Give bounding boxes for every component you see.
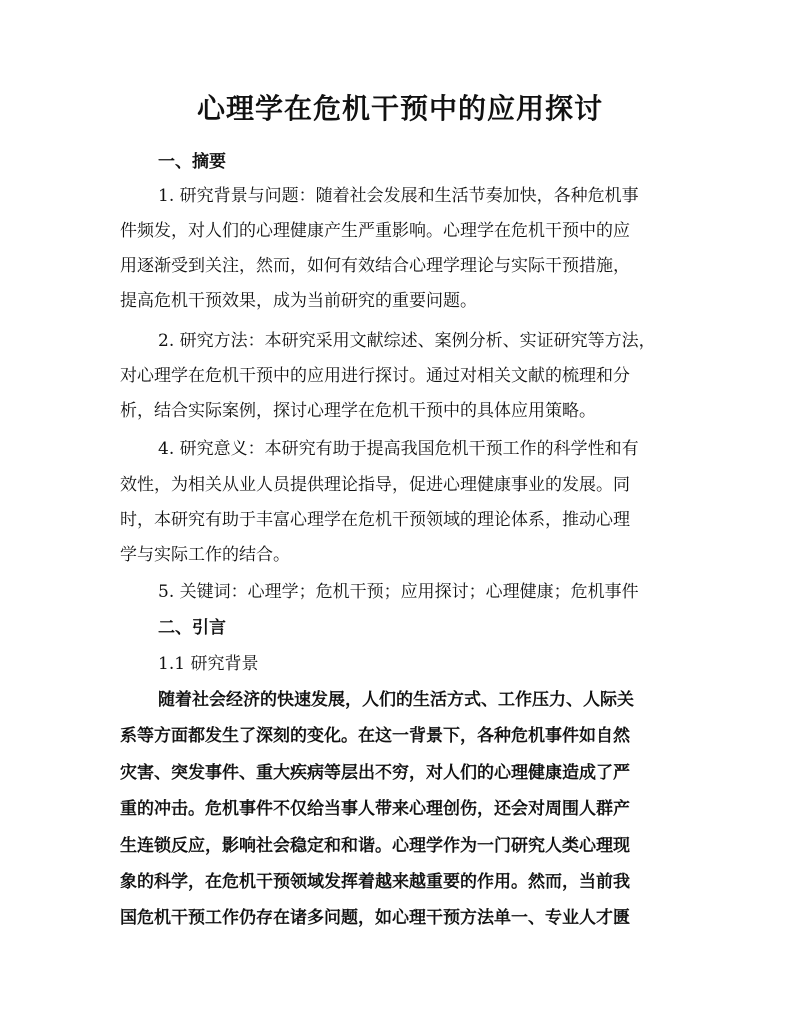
abstract-item-1-line-3: 用逐渐受到关注，然而，如何有效结合心理学理论与实际干预措施， bbox=[120, 256, 630, 276]
page-title: 心理学在危机干预中的应用探讨 bbox=[196, 92, 603, 125]
abstract-item-1-line-1: 1. 研究背景与问题：随着社会发展和生活节奏加快，各种危机事 bbox=[158, 186, 639, 206]
intro-paragraph-line-4: 重的冲击。危机事件不仅给当事人带来心理创伤，还会对周围人群产 bbox=[120, 799, 630, 819]
abstract-item-2-line-3: 析，结合实际案例，探讨心理学在危机干预中的具体应用策略。 bbox=[120, 401, 596, 421]
intro-paragraph-line-7: 国危机干预工作仍存在诸多问题，如心理干预方法单一、专业人才匮 bbox=[120, 908, 630, 928]
intro-paragraph-line-6: 象的科学，在危机干预领域发挥着越来越重要的作用。然而，当前我 bbox=[120, 872, 630, 892]
abstract-item-1-line-4: 提高危机干预效果，成为当前研究的重要问题。 bbox=[120, 291, 477, 311]
abstract-item-5-line-1: 5. 关键词：心理学；危机干预；应用探讨；心理健康；危机事件 bbox=[158, 582, 639, 602]
abstract-item-1-line-2: 件频发，对人们的心理健康产生严重影响。心理学在危机干预中的应 bbox=[120, 221, 630, 241]
abstract-item-4-line-4: 学与实际工作的结合。 bbox=[120, 545, 290, 565]
abstract-item-2-line-2: 对心理学在危机干预中的应用进行探讨。通过对相关文献的梳理和分 bbox=[120, 366, 630, 386]
abstract-item-4-line-1: 4. 研究意义：本研究有助于提高我国危机干预工作的科学性和有 bbox=[158, 439, 639, 459]
abstract-item-4-line-3: 时，本研究有助于丰富心理学在危机干预领域的理论体系，推动心理 bbox=[120, 510, 630, 530]
abstract-item-2-line-1: 2. 研究方法：本研究采用文献综述、案例分析、实证研究等方法， bbox=[158, 331, 656, 351]
subsection-heading-research-background: 1.1 研究背景 bbox=[158, 654, 259, 674]
abstract-item-4-line-2: 效性，为相关从业人员提供理论指导，促进心理健康事业的发展。同 bbox=[120, 475, 630, 495]
section-heading-introduction: 二、引言 bbox=[158, 618, 226, 638]
intro-paragraph-line-3: 灾害、突发事件、重大疾病等层出不穷，对人们的心理健康造成了严 bbox=[120, 763, 630, 783]
section-heading-abstract: 一、摘要 bbox=[158, 152, 226, 172]
intro-paragraph-line-5: 生连锁反应，影响社会稳定和和谐。心理学作为一门研究人类心理现 bbox=[120, 836, 630, 856]
intro-paragraph-line-1: 随着社会经济的快速发展，人们的生活方式、工作压力、人际关 bbox=[158, 690, 634, 710]
intro-paragraph-line-2: 系等方面都发生了深刻的变化。在这一背景下，各种危机事件如自然 bbox=[120, 726, 630, 746]
